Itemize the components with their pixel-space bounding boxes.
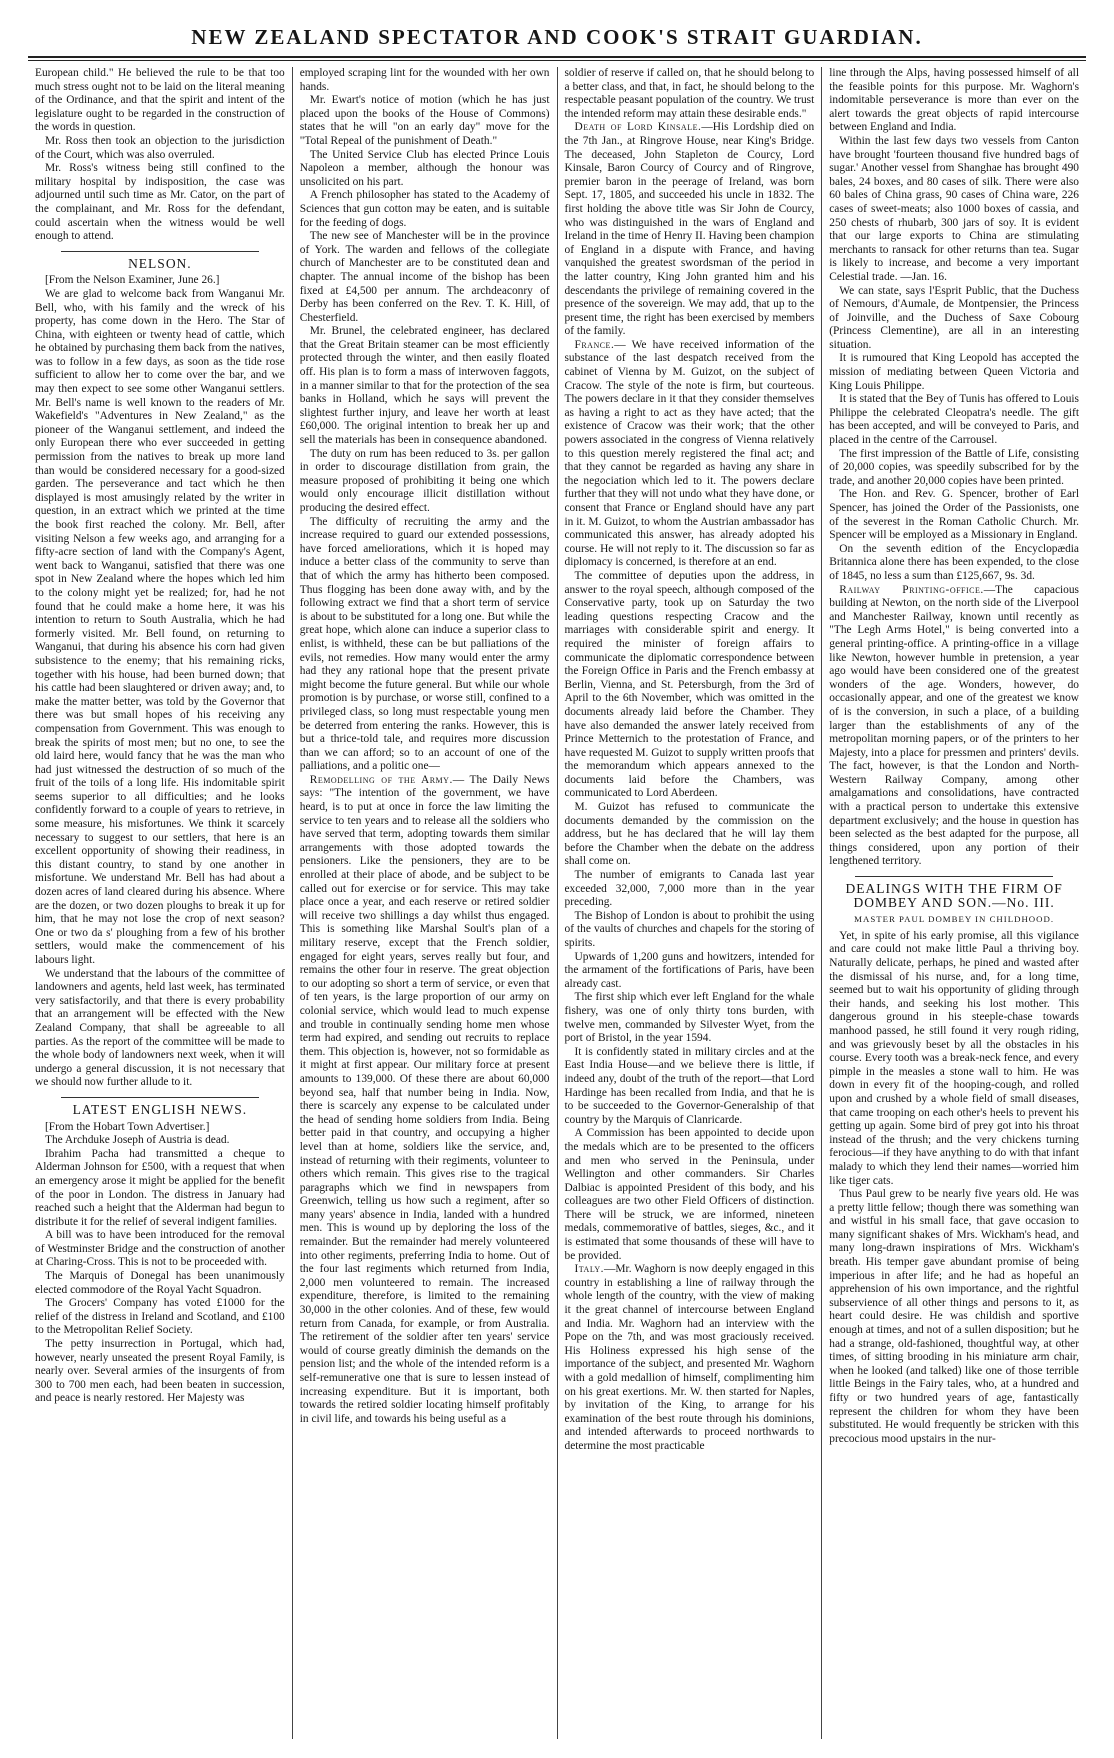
news-item: A bill was to have been introduced for the removal of Westminster Bridge and the construction of another at Charing-Cross. This is not to be proceeded with. — [35, 1229, 285, 1269]
article-paragraph: We are glad to welcome back from Wanganui Mr. Bell, who, with his family and the wreck of his property, has come down in the Hero. The Star of China, with eighteen or twenty head of cattle, which he obtained by purchasing them back from the natives, was to follow in a few days, as soon as the tide rose sufficient to allow her to come over the bar, and we may then expect to see some other Wanganui settlers. Mr. Bell's name is well known to the readers of Mr. Wakefield's "Adventures in New Zealand," as the pioneer of the Wanganui settlement, and indeed the only European there who ever succeeded in getting permission from the natives to break up more land than would be considered necessary for a good-sized garden. The perseverance and tact which he then displayed is most amusingly related by the writer in question, in an extract which we printed at the time the book first reached the colony. Mr. Bell, after visiting Nelson a few weeks ago, and arranging for a fifty-acre section of land with the Company's Agent, went back to Wanganui, satisfied that there was one spot in New Zealand where the hopes which led him to the colony might yet be realized; for, had he not found that he could make a home here, it was his intention to return to South Australia, which he had formerly visited. Mr. Bell found, on returning to Wanganui, that during his absence his corn had given subsistence to the enemy; that his remaining ricks, together with his house, had been burned down; that his cattle had been slaughtered or driven away; and, to make the matter better, was told by the Governor that there was but small hopes of his receiving any compensation from Government. This was enough to break the spirits of most men; but no one, to see the old laird here, would fancy that he was the man who had just witnessed the destruction of so much of the fruit of the toils of a long life. His indomitable spirit seems superior to all difficulties; and he looks confidently forward to a couple of years to retrieve, in some measure, his misfortunes. We think it scarcely necessary to suggest to our settlers, that here is an excellent opportunity of showing their readiness, in this distant country, to stand by one another in misfortune. We understand Mr. Bell has had about a dozen acres of land cleared during his absence. Where are the dozen, or two dozen ploughs to break it up for him, that he may not lose the crop of next season? One or two da s' ploughing from a few of his brother settlers, would make the commencement of his labours light. — [35, 287, 285, 966]
news-item: soldier of reserve if called on, that he should belong to a better class, and that, in fact, he should belong to the respectable peasant population of the country. We trust the intended reform may attain these desirable ends." — [564, 67, 815, 120]
court-report-paragraph: European child." He believed the rule to be that too much stress ought not to be laid on the literal meaning of the Ordinance, and that the spirit and intent of the legislature ought to be regarded in the construction of the words in question. — [35, 67, 285, 134]
run-in-heading: France. — [574, 338, 615, 351]
section-divider — [61, 251, 259, 252]
news-item: On the seventh edition of the Encyclopædia Britannica alone there has been expended, to the close of 1845, no less a sum than £125,667, 9s. 3d. — [829, 542, 1079, 582]
news-item: Mr. Brunel, the celebrated engineer, has declared that the Great Britain steamer can be most efficiently protected through the winter, and then easily floated off. His plan is to form a mass of interwoven faggots, in a manner similar to that for the protection of the sea banks in Holland, which he says will prevent the slightest further injury, and leave her worth at least £60,000. The original intention to break her up and sell the materials has been in consequence abandoned. — [299, 325, 550, 447]
column-1 — [28, 67, 292, 1739]
news-item: The petty insurrection in Portugal, which had, however, nearly unseated the present Royal Family, is nearly over. Several armies of the insurgents of from 300 to 700 men each, had been beaten in succession, and peace is nearly restored. Her Majesty was — [35, 1338, 285, 1405]
france-article — [565, 339, 815, 570]
news-item: line through the Alps, having possessed himself of all the feasible points for this purpose. Mr. Waghorn's indomitable perseverance is more than ever on the alert towards the great objects of rapid intercourse between England and India. — [829, 67, 1079, 134]
news-item: It is rumoured that King Leopold has accepted the mission of mediating between Queen Victoria and King Louis Philippe. — [829, 352, 1079, 392]
news-item: The first ship which ever left England for the whale fishery, was one of only thirty tons burden, with twelve men, commanded by Silvester Wyet, from the port of Bristol, in the year 1594. — [564, 991, 815, 1045]
article-text: — The Daily News says: "The intention of the government, we have heard, is to put at once in force the law limiting the service to ten years and to release all the soldiers who have served that term, adopting towards them similar arrangements with those adopted towards the pensioners. Like the pensioners, they are to be enrolled at their place of abode, and be subject to be called out for exercise or for service. This may take place once a year, and each reserve or retired soldier will receive two shillings a day whilst thus engaged. This is something like Marshal Soult's plan of a military reserve, except that the French soldier, engaged for eight years, serves really but four, and remains the other four in reserve. The great objection to our adopting so short a term of service, or even that of ten years, is the large proportion of our army on colonial service, which would lead to much expense and trouble in continually sending home men whose term had expired, and sending out recruits to replace them. This objection is, however, not so formidable as it might at first appear. Our military force at present amounts to 139,000. Of these there are about 60,000 beyond sea, half that number being in India. Now, there is scarcely any expense to be calculated under the head of sending home soldiers from India. Being better paid in that country, and occupying a higher level than at home, soldiers like the service, and, instead of returning with their regiments, volunteer to others which remain. This gives rise to the tragical paragraphs which we find in newspapers from Greenwich, telling us how such a regiment, after so many years' absence in India, landed with a hundred men. This is wound up by deploring the loss of the remainder. But the remainder had merely volunteered into other regiments, preferring India to home. Out of the four last regiments which returned from India, 2,000 men volunteered to remain. The increased expenditure, therefore, is limited to the remaining 30,000 in the other colonies. And of these, few would return from Canada, for example, or from Australia. The retirement of the soldier after ten years' service would of course greatly diminish the demands on the pension list; and the whole of the intended reform is a self-remunerative one that is sure to lessen instead of increasing expenditure. But it is important, both towards the retired soldier locating himself profitably in civil life, and towards his being useful as a — [299, 773, 550, 1425]
section-divider — [61, 1097, 259, 1098]
source-line: [From the Hobart Town Advertiser.] — [45, 1120, 210, 1133]
news-item: It is confidently stated in military circles and at the East India House—and we believe there is little, if indeed any, doubt of the truth of the report—that Lord Hardinge has been recalled from India, and that he is to be succeeded to the Governor-Generalship of that country by the Marquis of Clanricarde. — [564, 1045, 815, 1126]
story-paragraph: Yet, in spite of his early promise, all this vigilance and care could not make little Paul a thriving boy. Naturally delicate, perhaps, he pined and wasted after the dismissal of his nurse, and, for a long time, seemed but to wait his opportunity of gliding through their hands, and seeking his lost mother. This dangerous ground in his steeple-chase towards manhood passed, he still found it very rough riding, and was grievously beset by all the obstacles in his course. Every tooth was a break-neck fence, and every pimple in the measles a stone wall to him. He was down in every fit of the hooping-cough, and rolled upon and crushed by a whole field of small diseases, that came trooping on each other's heels to prevent his getting up again. Some bird of prey got into his throat instead of the thrush; and the very chickens turning ferocious—if they have anything to do with that infant malady to which they lend their names—worried him like tiger cats. — [829, 929, 1079, 1187]
news-item: Mr. Ewart's notice of motion (which he has just placed upon the books of the House of Commons) states that he will "on an early day" move for the "Total Repeal of the punishment of Death." — [299, 94, 550, 147]
story-paragraph: Thus Paul grew to be nearly five years old. He was a pretty little fellow; though there was something wan and wistful in his small face, that gave occasion to many significant shakes of Mrs. Wickham's head, and many long-drawn inspirations of Mrs. Wickham's breath. His temper gave abundant promise of being imperious in after life; and he had as hopeful an apprehension of his own importance, and the rightful subservience of all other things and persons to it, as heart could desire. He was childish and sportive enough at times, and not of a sullen disposition; but he had a strange, old-fashioned, thoughtful way, at other times, of sitting brooding in his miniature arm chair, when he looked (and talked) like one of those terrible little Beings in the Fairy tales, who, at a hundred and fifty or two hundred years of age, fantastically represent the children for whom they have been substituted. He would frequently be stricken with this precocious mood upstairs in the nur- — [829, 1188, 1079, 1445]
news-item: The Marquis of Donegal has been unanimously elected commodore of the Royal Yacht Squadron. — [35, 1270, 285, 1296]
news-item: The Archduke Joseph of Austria is dead. — [45, 1134, 230, 1147]
news-item: The new see of Manchester will be in the province of York. The warden and fellows of the collegiate church of Manchester are to be constituted dean and chapter. The annual income of the bishop has been fixed at £4,500 per annum. The archdeaconry of Derby has been conferred on the Rev. T. K. Hill, of Chesterfield. — [299, 230, 550, 324]
masthead: NEW ZEALAND SPECTATOR AND COOK'S STRAIT GUARDIAN. — [191, 25, 923, 49]
run-in-heading: Death of Lord Kinsale. — [574, 121, 702, 134]
court-report-paragraph: Mr. Ross then took an objection to the jurisdiction of the Court, which was also overruled. — [35, 134, 285, 161]
news-item: M. Guizot has refused to communicate the documents demanded by the commission on the address, but he has declared that he will lay them before the Chamber when the debate on the address shall come on. — [564, 801, 815, 868]
article-text: —His Lordship died on the 7th Jan., at Ringrove House, near King's Bridge. The deceased, John Stapleton de Courcy, Lord Kinsale, Baron Courcy of Courcy and of Ringrove, premier baron in the peerage of Ireland, was born Sept. 17, 1805, and succeeded his uncle in 1832. The first holding the above title was Sir John de Courcy, who was distinguished in the wars of England and Ireland in the time of Henry II. Having been champion of England in a dispute with France, and having vanquished the greatest swordsman of the period in the latter country, King John granted him and his descendants the privilege of remaining covered in the presence of the sovereign. We may add, that up to the present time, the right has been exercised by members of the family. — [564, 121, 815, 338]
army-reform-article — [300, 774, 550, 1427]
article-paragraph: We understand that the labours of the committee of landowners and agents, held last week, has terminated very satisfactorily, and that there is every probability that an arrangement will be effected with the New Zealand Company, that shall be agreeable to all parties. As the report of the committee will be made to the whole body of landowners next week, when it will undergo a general discussion, it is not necessary that we should now further allude to it. — [35, 967, 285, 1089]
news-item: The number of emigrants to Canada last year exceeded 32,000, 7,000 more than in the year preceding. — [564, 869, 815, 909]
run-in-heading: Italy. — [574, 1263, 605, 1276]
news-item: The committee of deputies upon the address, in answer to the royal speech, although composed of the Conservative party, took up on Saturday the two leading questions respecting Cracow and the marriages with considerable spirit and energy. It required the minister of foreign affairs to communicate the diplomatic correspondence between the Foreign Office in Paris and the French embassy at Berlin, Vienna, and St. Petersburgh, from the 3rd of April to the 6th November, which was omitted in the documents already laid before the Chamber. They have also demanded the answer lately received from Prince Metternich to the protestation of France, and have requested M. Guizot to supply written proofs that the memorandum which appears annexed to the documents laid before the Chambers, was communicated to Lord Aberdeen. — [564, 569, 815, 800]
news-item: A Commission has been appointed to decide upon the medals which are to be presented to the officers and men who served in the Peninsula, under Wellington and other commanders. Sir Charles Dalbiac is appointed President of this body, and his colleagues are two other Field Officers of distinction. There will be struck, we are informed, nineteen medals, commemorative of battles, sieges, &c., and it is estimated that some thousands of these will have to be provided. — [564, 1127, 815, 1262]
article-text: — We have received information of the substance of the last despatch received from the cabinet of Vienna by M. Guizot, on the subject of Cracow. The style of the note is firm, but courteous. The powers declare in it that they consider themselves as having a right to act as they have acted; that the existence of Cracow was their work; that the other powers associated in the congress of Vienna relatively to this question merely registered the final act; and that they cannot be regarded as having any share in the negociation which led to it. The powers declare further that they will not undo what they have done, or consent that France or England should have any part in it. M. Guizot, to whom the Austrian ambassador has communicated this answer, has already adopted his course. He will not reply to it. The discussion so far as diplomacy is concerned, is therefore at an end. — [564, 338, 815, 569]
italy-article — [565, 1263, 815, 1453]
news-item: Within the last few days two vessels from Canton have brought 'fourteen thousand five hundred bags of sugar.' Another vessel from Shanghae has brought 490 bales, 24 boxes, and 80 cases of silk. There were also 60 bales of China grass, 90 cases of China ware, 226 cases of sweet-meats; also 1000 boxes of cassia, and 250 chests of rhubarb, 300 jars of soy. It is evident that our large exports to China are stimulating merchants to ransack for other returns than tea. Sugar is likely to increase, and become a very important Celestial trade. —Jan. 16. — [829, 134, 1079, 283]
news-item: The Hon. and Rev. G. Spencer, brother of Earl Spencer, has joined the Order of the Passionists, one of the severest in the Roman Catholic Church. Mr. Spencer will be employed as a Missionary in England. — [829, 488, 1079, 542]
news-item: The difficulty of recruiting the army and the increase required to guard our extended possessions, have forced ameliorations, which it is hoped may induce a better class of the community to serve than that of which the army has hitherto been composed. Thus flogging has been done away with, and by the following extract we find that a short term of service is about to be substituted for a long one. But while the great hope, which alone can induce a superior class to enlist, is withheld, these can be but palliations of the evils, not remedies. How many would enter the army had they any rational hope that the present private might become the future general. But while our whole promotion is by purchase, or worse still, confined to a privileged class, so long must respectable young men be deterred from entering the ranks. However, this is but a thrice-told tale, and requires more discussion than we can afford; so to an account of one of the palliations, and a politic one— — [299, 515, 550, 773]
article-text: —The capacious building at Newton, on the north side of the Liverpool and Manchester Railway, known until recently as "The Legh Arms Hotel," is being converted into a general printing-office. A printing-office in a village like Newton, however humble in pretension, a year ago would have been considered one of the greatest wonders of the age. Wonders, however, do occasionally appear, and one of the greatest we know of is the conversion, in such a place, of a building larger than the establishments of any of the metropolitan morning papers, or of the printers to her Majesty, into a place for pressmen and printers' devils. The fact, however, is that the London and North-Western Railway Company, among other amalgamations and consolidations, have contracted with a practical person to undertake this extensive department exclusively; and the house in question has been selected as the best adapted for the purpose, all things considered, upon any portion of their lengthened territory. — [829, 583, 1079, 868]
section-subheading: MASTER PAUL DOMBEY IN CHILDHOOD. — [854, 914, 1055, 925]
news-item: A French philosopher has stated to the Academy of Sciences that gun cotton may be eaten, and is suitable for the feeding of dogs. — [299, 189, 550, 229]
column-4 — [821, 67, 1086, 1739]
news-item: The United Service Club has elected Prince Louis Napoleon a member, although the honour was unsolicited on his part. — [299, 148, 550, 188]
run-in-heading: Railway Printing-office. — [839, 583, 984, 596]
lord-kinsale-article — [565, 121, 815, 339]
run-in-heading: Remodelling of the Army. — [309, 773, 453, 786]
source-line: [From the Nelson Examiner, June 26.] — [45, 274, 220, 287]
section-heading-dombey: DEALINGS WITH THE FIRM OF DOMBEY AND SON.—No. III. — [845, 881, 1063, 910]
news-item: The Bishop of London is about to prohibit the using of the vaults of churches and chapels for the storing of spirits. — [564, 909, 815, 949]
columns — [28, 67, 1086, 1739]
news-item: The first impression of the Battle of Life, consisting of 20,000 copies, was speedily subscribed for by the trade, and another 20,000 copies have been printed. — [829, 447, 1079, 487]
news-item: employed scraping lint for the wounded with her own hands. — [299, 67, 550, 93]
masthead-rule — [28, 56, 1086, 58]
section-divider — [855, 876, 1053, 877]
court-report-paragraph: Mr. Ross's witness being still confined to the military hospital by indisposition, the case was adjourned until such time as Mr. Cator, on the part of the complainant, and Mr. Ross for the defendant, could ascertain when the witness would be well enough to attend. — [35, 162, 285, 243]
news-item: The duty on rum has been reduced to 3s. per gallon in order to discourage distillation from grain, the measure proposed of prohibiting it being one which would only encourage illicit distillation without producing the desired effect. — [299, 447, 550, 514]
news-item: Ibrahim Pacha had transmitted a cheque to Alderman Johnson for £500, with a request that when an emergency arose it might be applied for the benefit of the poor in London. The distress in January had reached such a height that the Alderman had begun to distribute it for the relief of several indigent families. — [35, 1147, 285, 1228]
news-item: The Grocers' Company has voted £1000 for the relief of the distress in Ireland and Scotland, and £100 to the Metropolitan Relief Society. — [35, 1297, 285, 1337]
article-text: —Mr. Waghorn is now deeply engaged in this country in establishing a line of railway through the whole length of the country, with the view of making it the great channel of intercourse between England and India. Mr. Waghorn had an interview with the Pope on the 7th, and was most graciously received. His Holiness expressed his high sense of the importance of the subject, and presented Mr. Waghorn with a gold medallion of himself, complimenting him on his great exertions. Mr. W. then started for Naples, by invitation of the King, to arrange for his examination of the best route through his dominions, and intended afterwards to proceed northwards to determine the most practicable — [564, 1263, 815, 1452]
news-item: We can state, says l'Esprit Public, that the Duchess of Nemours, d'Aumale, de Montpensier, the Princess of Joinville, and the Duchess of Saxe Cobourg (Princess Clementine), are all in an interesting situation. — [829, 284, 1079, 351]
masthead-rule-thin — [28, 60, 1086, 61]
railway-printing-article — [829, 584, 1079, 869]
column-2 — [292, 67, 557, 1739]
column-3 — [557, 67, 822, 1739]
section-heading-latest-news: LATEST ENGLISH NEWS. — [72, 1101, 248, 1117]
section-heading-nelson: NELSON. — [128, 255, 192, 271]
news-item: Upwards of 1,200 guns and howitzers, intended for the armament of the fortifications of Paris, have been already cast. — [564, 950, 815, 990]
news-item: It is stated that the Bey of Tunis has offered to Louis Philippe the celebrated Cleopatra's needle. The gift has been accepted, and will be conveyed to Paris, and placed in the centre of the Carrousel. — [829, 393, 1079, 447]
